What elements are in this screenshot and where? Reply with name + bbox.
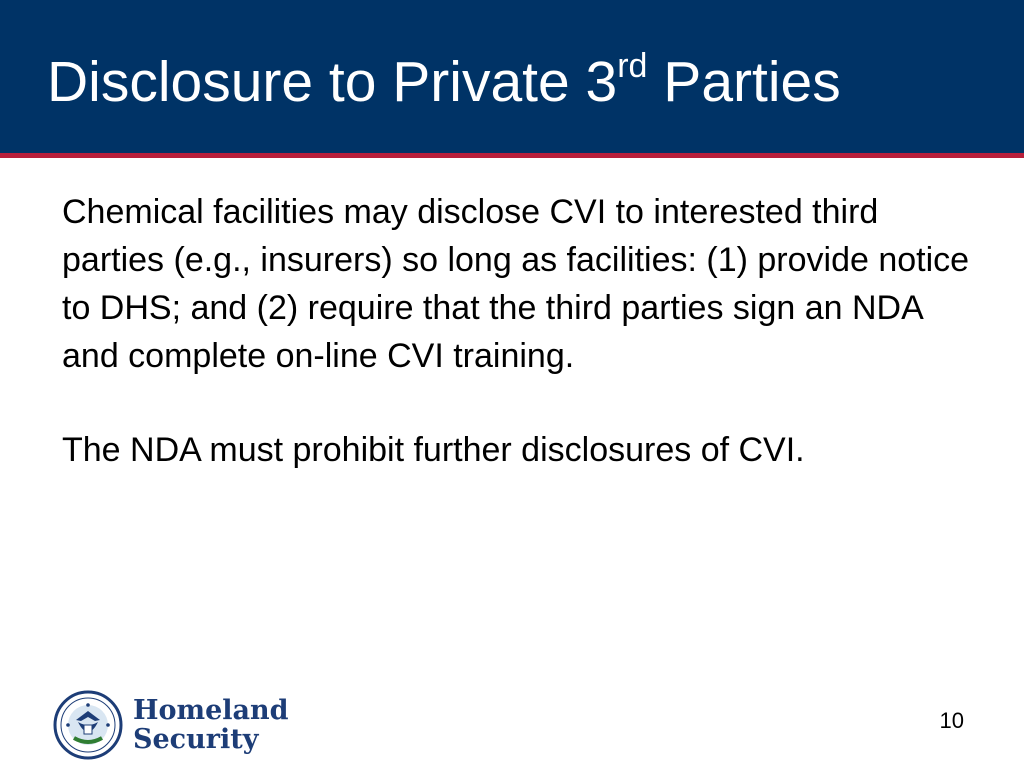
logo-homeland: Homeland (133, 695, 289, 726)
logo-security: Security (133, 724, 259, 755)
title-divider (0, 153, 1024, 158)
dhs-seal-icon (53, 690, 123, 760)
title-end: Parties (647, 50, 841, 114)
title-bar (0, 0, 1024, 153)
slide-body (62, 188, 982, 474)
title-superscript: rd (617, 47, 648, 85)
title-main: Disclosure to Private 3 (47, 50, 618, 114)
body-paragraph-1: Chemical facilities may disclose CVI to interested third parties (e.g., insurers) so long as facilities: (1) provide notice to DHS; and (2) require that the third parties sign an NDA and complete on-line CVI training. (62, 193, 970, 375)
homeland-security-logo (53, 690, 313, 760)
body-paragraph-2: The NDA must prohibit further disclosures of CVI. (62, 431, 805, 469)
page-number: 10 (939, 708, 964, 733)
slide-title (47, 46, 841, 118)
logo-wordmark (133, 696, 289, 754)
